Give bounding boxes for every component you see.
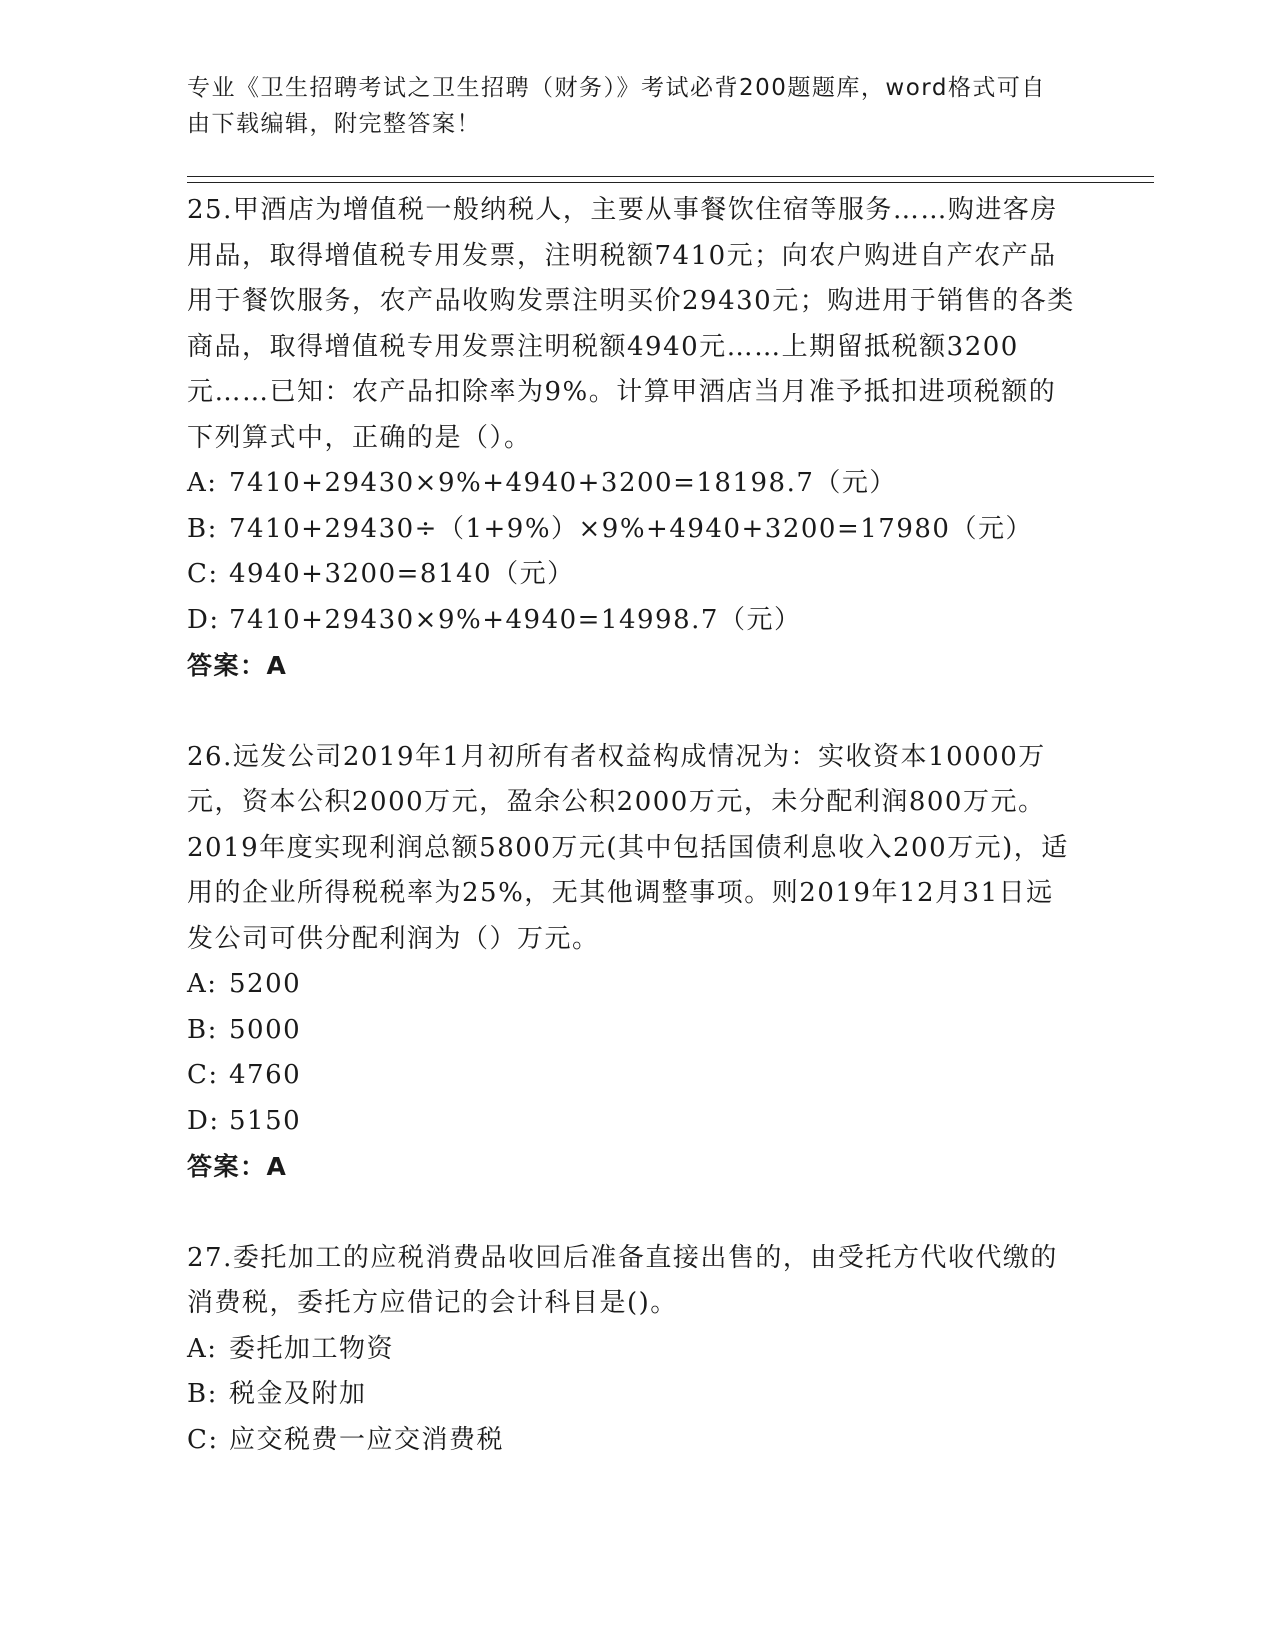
- option-b: [187, 1008, 1077, 1054]
- option-label: B:: [187, 1379, 218, 1409]
- question-26: [187, 735, 1077, 1190]
- option-a: [187, 461, 1077, 507]
- option-label: D:: [187, 604, 220, 635]
- question-list: [187, 188, 1077, 1463]
- option-a: [187, 962, 1077, 1008]
- option-text: 7410+29430÷（1+9%）×9%+4940+3200=17980（元）: [229, 513, 1033, 544]
- option-text: 5000: [229, 1014, 302, 1045]
- option-text: 5150: [229, 1105, 302, 1136]
- option-c: [187, 552, 1077, 598]
- option-label: A:: [187, 1333, 218, 1364]
- header-divider-top: [187, 176, 1154, 177]
- option-text: 4760: [229, 1060, 302, 1090]
- option-text: 5200: [229, 969, 302, 999]
- option-label: B:: [187, 513, 218, 544]
- question-27: [187, 1236, 1077, 1464]
- option-label: C:: [187, 1424, 219, 1455]
- option-label: C:: [187, 1060, 219, 1090]
- document-header: 专业《卫生招聘考试之卫生招聘（财务）》考试必背200题题库，word格式可自由下载编辑，附完整答案！: [187, 75, 1046, 137]
- option-text: 委托加工物资: [229, 1333, 395, 1364]
- question-spacer: [187, 689, 1077, 735]
- question-spacer: [187, 1190, 1077, 1236]
- option-a: [187, 1327, 1077, 1373]
- option-label: C:: [187, 559, 219, 589]
- option-label: D:: [187, 1105, 220, 1136]
- answer-line: 答案：A: [187, 1152, 288, 1181]
- question-stem: 26.远发公司2019年1月初所有者权益构成情况为：实收资本10000万元，资本公积2000万元，盈余公积2000万元，未分配利润800万元。2019年度实现利润总额5800万元(其中包括国债利息收入200万元)，适用的企业所得税税率为25%，无其他调整事项。则2019年12月31日远发公司可供分配利润为（）万元。: [187, 741, 1069, 954]
- option-d: [187, 1099, 1077, 1145]
- option-label: B:: [187, 1014, 218, 1045]
- answer-line: 答案：A: [187, 651, 288, 680]
- question-stem: 25.甲酒店为增值税一般纳税人，主要从事餐饮住宿等服务……购进客房用品，取得增值税专用发票，注明税额7410元；向农户购进自产农产品用于餐饮服务，农产品收购发票注明买价29430元；购进用于销售的各类商品，取得增值税专用发票注明税额4940元……上期留抵税额3200元……已知：农产品扣除率为9%。计算甲酒店当月准予抵扣进项税额的下列算式中，正确的是（）。: [187, 195, 1075, 453]
- question-25: [187, 188, 1077, 689]
- option-label: A:: [187, 969, 218, 999]
- option-d: [187, 598, 1077, 644]
- option-text: 7410+29430×9%+4940+3200=18198.7（元）: [229, 468, 897, 498]
- question-stem: 27.委托加工的应税消费品收回后准备直接出售的，由受托方代收代缴的消费税，委托方应借记的会计科目是()。: [187, 1242, 1058, 1318]
- header-divider-bottom: [187, 182, 1154, 183]
- option-text: 7410+29430×9%+4940=14998.7（元）: [229, 604, 802, 635]
- option-c: [187, 1418, 1077, 1464]
- option-b: [187, 1372, 1077, 1418]
- option-c: [187, 1053, 1077, 1099]
- option-label: A:: [187, 468, 218, 498]
- option-b: [187, 507, 1077, 553]
- option-text: 4940+3200=8140（元）: [229, 559, 575, 589]
- option-text: 税金及附加: [229, 1379, 367, 1409]
- option-text: 应交税费一应交消费税: [229, 1424, 505, 1455]
